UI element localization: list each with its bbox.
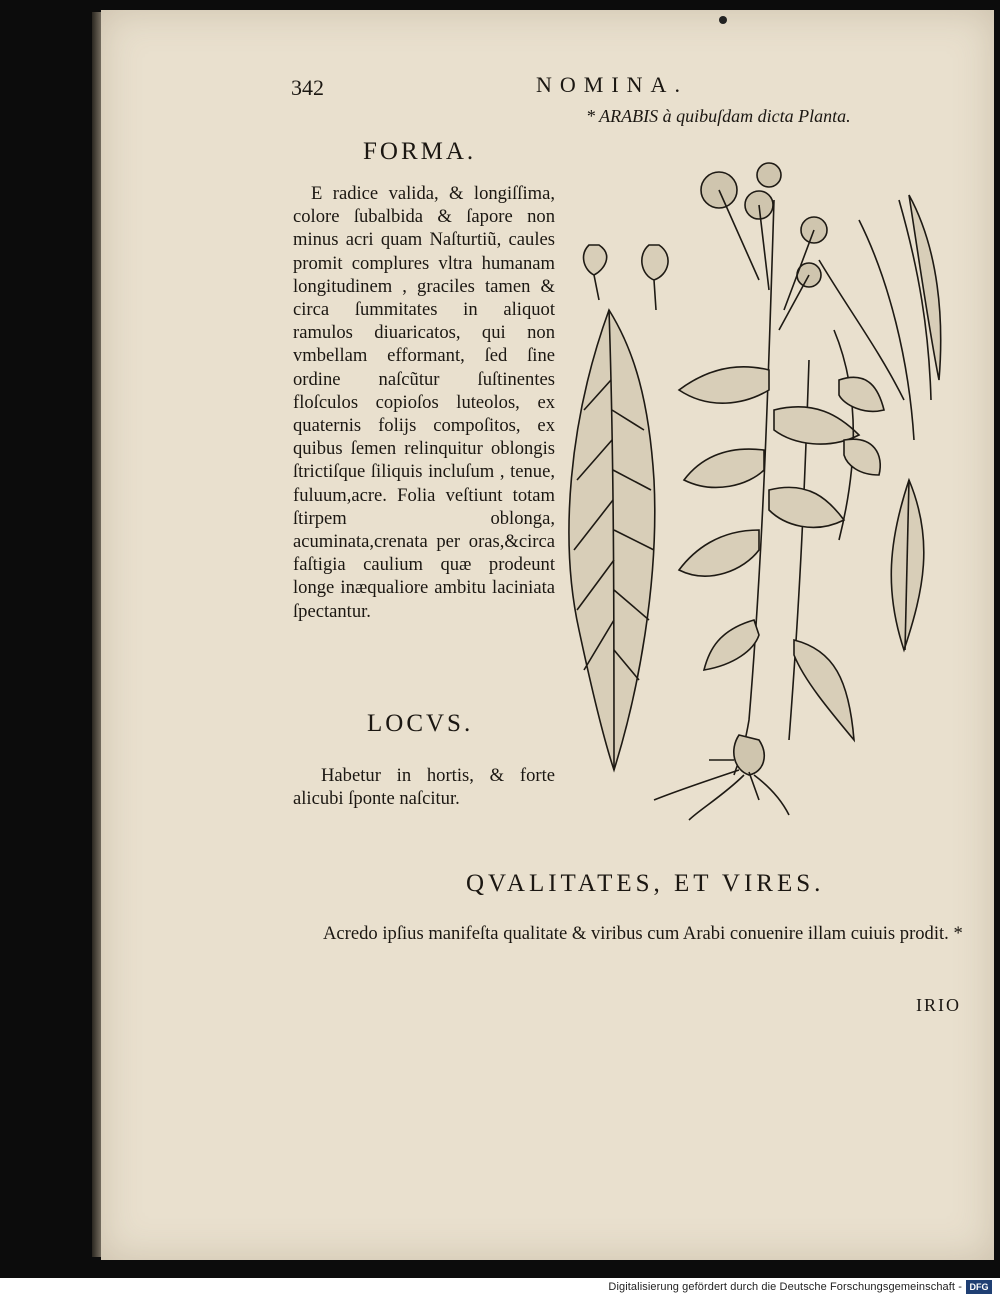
book-page <box>101 10 994 1260</box>
forma-heading: FORMA. <box>363 138 477 165</box>
forma-text: E radice valida, & longiſſima, colore ſubalbida & ſapore non minus acri quam Naſturtiũ, caules promit complures vltra humanam longitudinem , graciles tamen & circa ſummitates in aliquot ramulos diuaricatos, qui non vmbellam efformant, ſed ſine ordine naſcũtur ſuſtinentes floſculos copioſos luteolos, ex quaternis folijs compoſitos, ex quibus ſemen relinquitur oblongis ſtrictiſque ſiliquis incluſum , tenue, fuluum,acre. Folia veſtiunt totam ſtirpem oblonga, acuminata,crenata per oras,&circa faſtigia caulium quæ prodeunt longe inæqualiore ambitu laciniata ſpectantur. <box>293 183 555 622</box>
dfg-logo: DFG <box>966 1280 992 1294</box>
plant-woodcut-illustration <box>559 160 959 830</box>
ink-mark <box>719 16 727 24</box>
locus-heading: LOCVS. <box>367 710 474 737</box>
catchword: IRIO <box>916 995 961 1015</box>
funding-credit: Digitalisierung gefördert durch die Deutsche Forschungsgemeinschaft - <box>608 1281 962 1293</box>
page-number: 342 <box>291 75 324 100</box>
qualitates-heading: QVALITATES, ET VIRES. <box>466 870 825 897</box>
qualitates-text: Acredo ipſius manifeſta qualitate & viribus cum Arabi conuenire illam cuiuis prodit. * <box>323 923 963 944</box>
plant-caption: * ARABIS à quibuſdam dicta Planta. <box>586 106 851 126</box>
locus-text: Habetur in hortis, & forte alicubi ſponte naſcitur. <box>293 765 555 810</box>
running-head: NOMINA. <box>536 72 688 97</box>
